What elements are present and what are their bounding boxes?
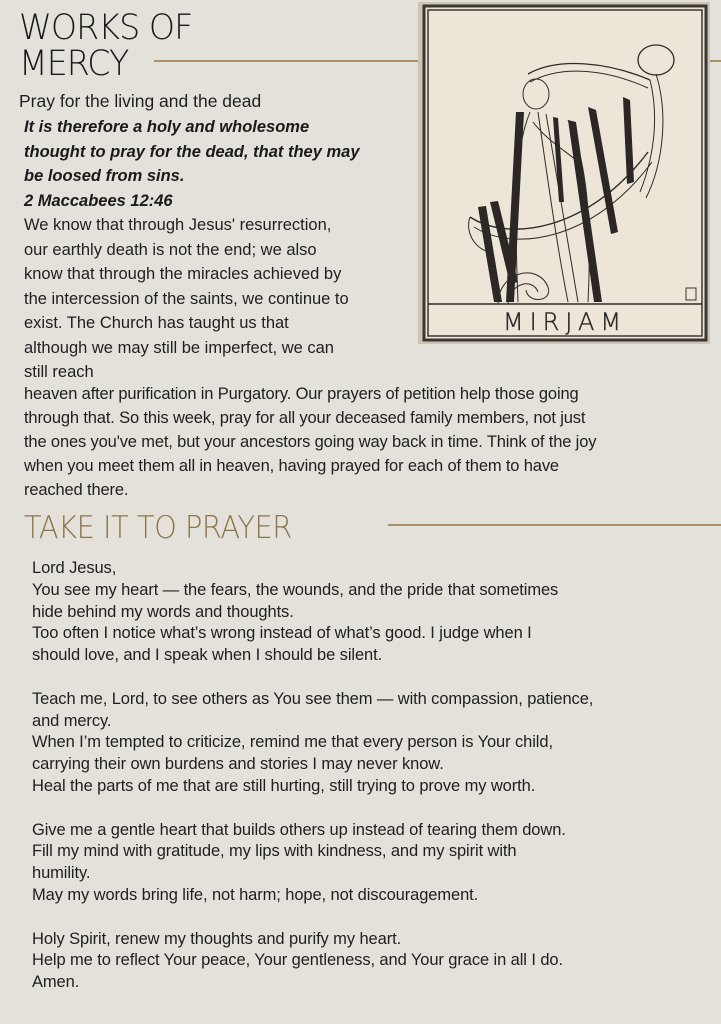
illustration-graphic — [418, 2, 710, 344]
prayer-line: When I’m tempted to criticize, remind me that every person is Your child, — [32, 733, 553, 752]
prayer-line: should love, and I speak when I should be silent. — [32, 646, 383, 665]
verse-line: be loosed from sins. — [24, 167, 185, 185]
title-divider-end — [709, 60, 721, 62]
prayer-line: hide behind my words and thoughts. — [32, 602, 294, 621]
body-line: through that. So this week, pray for all your deceased family members, not just — [24, 409, 586, 427]
prayer-line: Give me a gentle heart that builds others up instead of tearing them down. — [32, 820, 566, 839]
title-line-1: WORKS OF — [19, 8, 193, 48]
body-line: the intercession of the saints, we continue to — [24, 289, 349, 308]
body-line: the ones you've met, but your ancestors going way back in time. Think of the joy — [24, 433, 597, 451]
works-body-wide — [24, 382, 714, 502]
title-divider — [154, 60, 418, 62]
prayer-line: You see my heart — the fears, the wounds, and the pride that sometimes — [32, 580, 559, 599]
artwork-caption: MIRJAM — [502, 308, 628, 336]
prayer-divider — [388, 524, 721, 526]
paragraph-gap — [32, 667, 712, 689]
body-line: although we may still be imperfect, we can — [24, 338, 334, 357]
prayer-line: and mercy. — [32, 711, 112, 730]
body-line: our earthly death is not the end; we also — [24, 240, 317, 259]
page-title — [19, 10, 192, 82]
prayer-text — [32, 558, 712, 994]
verse-reference: 2 Maccabees 12:46 — [24, 191, 173, 210]
prayer-heading: TAKE IT TO PRAYER — [24, 510, 292, 546]
verse-line: thought to pray for the dead, that they may — [24, 142, 360, 161]
prayer-line: carrying their own burdens and stories I may never know. — [32, 755, 444, 774]
paragraph-gap — [32, 798, 712, 820]
prayer-line: Lord Jesus, — [32, 559, 117, 577]
prayer-line: Heal the parts of me that are still hurting, still trying to prove my worth. — [32, 776, 536, 795]
body-line: still reach — [24, 363, 94, 381]
verse-line: It is therefore a holy and wholesome — [24, 118, 310, 136]
body-line: when you meet them all in heaven, having prayed for each of them to have — [24, 457, 559, 475]
prayer-line: humility. — [32, 864, 91, 883]
body-line: reached there. — [24, 481, 129, 499]
body-line: heaven after purification in Purgatory. Our prayers of petition help those going — [24, 385, 579, 403]
body-line: We know that through Jesus' resurrection, — [24, 216, 332, 234]
mirjam-illustration — [418, 2, 710, 344]
works-subtitle: Pray for the living and the dead — [19, 91, 262, 111]
body-line: know that through the miracles achieved by — [24, 265, 342, 283]
paragraph-gap — [32, 907, 712, 929]
prayer-line: Amen. — [32, 973, 80, 992]
prayer-line: Teach me, Lord, to see others as You see them — with compassion, patience, — [32, 689, 594, 708]
title-line-2: MERCY — [19, 44, 129, 84]
works-body-narrow — [24, 213, 424, 385]
prayer-line: Holy Spirit, renew my thoughts and purify my heart. — [32, 929, 402, 948]
prayer-line: Too often I notice what’s wrong instead of what’s good. I judge when I — [32, 624, 532, 643]
scripture-verse — [24, 115, 414, 213]
prayer-line: Fill my mind with gratitude, my lips with kindness, and my spirit with — [32, 842, 517, 861]
prayer-line: May my words bring life, not harm; hope, not discouragement. — [32, 885, 479, 904]
prayer-line: Help me to reflect Your peace, Your gentleness, and Your grace in all I do. — [32, 951, 563, 970]
body-line: exist. The Church has taught us that — [24, 314, 289, 332]
